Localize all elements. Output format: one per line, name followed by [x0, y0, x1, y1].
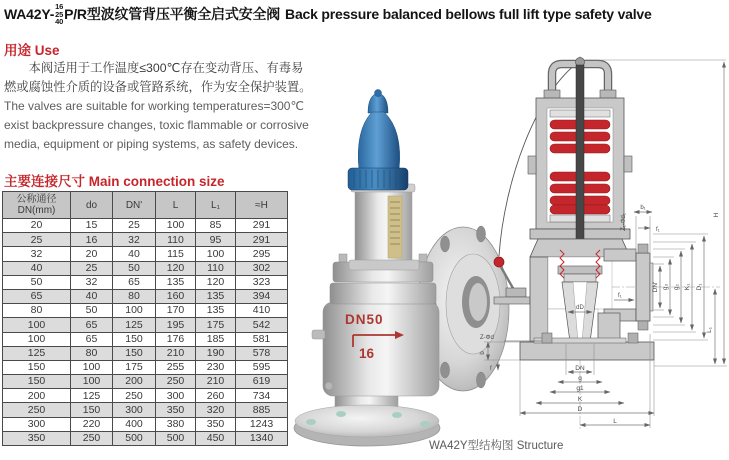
use-section-heading: 用途 Use — [4, 43, 60, 58]
table-row — [3, 403, 288, 417]
pn-marking: 16 — [359, 346, 375, 361]
body-bolt — [325, 382, 333, 390]
dim-label-d1: D₁ — [696, 283, 703, 291]
table-cell: 65 — [113, 275, 156, 289]
table-cell: 210 — [196, 375, 236, 389]
table-cell: 25 — [113, 219, 156, 233]
dim-label-f: f — [490, 366, 492, 372]
table-cell: 115 — [156, 247, 196, 261]
outlet-flange-section — [636, 244, 653, 330]
table-cell: 295 — [236, 247, 288, 261]
table-cell: 110 — [196, 261, 236, 275]
table-cell: 50 — [113, 261, 156, 275]
dim-label-h: H — [713, 212, 720, 218]
spring-housing-neck — [355, 190, 412, 268]
table-row — [3, 233, 288, 247]
dim-label-g3: g₃ — [662, 283, 669, 291]
table-cell: 176 — [156, 332, 196, 346]
table-cell: 1243 — [236, 417, 288, 431]
table-row — [3, 219, 288, 233]
table-cell: 255 — [156, 360, 196, 374]
connection-section-heading: 主要连接尺寸 Main connection size — [4, 174, 225, 189]
header-l1: L₁ — [196, 192, 236, 219]
diagram-caption: WA42Y型结构图 Structure — [429, 440, 564, 452]
use-line: The valves are suitable for working temperatures=300℃ — [4, 99, 304, 113]
table-row — [3, 431, 288, 445]
table-cell: 500 — [156, 431, 196, 445]
table-cell: 20 — [3, 219, 71, 233]
header-do: do — [71, 192, 113, 219]
dim-label-z1: Z₁-Φd₁ — [621, 213, 627, 231]
header-h: ≈H — [236, 192, 288, 219]
table-cell: 25 — [71, 261, 113, 275]
table-cell: 250 — [156, 375, 196, 389]
table-cell: 410 — [236, 304, 288, 318]
table-cell: 175 — [113, 360, 156, 374]
table-row — [3, 304, 288, 318]
table-cell: 20 — [71, 247, 113, 261]
table-cell: 100 — [3, 318, 71, 332]
title-cn: P/R型波纹管背压平衡全启式安全阀 — [64, 6, 281, 23]
dim-label-g1: g1 — [576, 385, 584, 392]
header-l: L — [156, 192, 196, 219]
rating-25: 25 — [55, 9, 64, 19]
table-cell: 1340 — [236, 431, 288, 445]
table-row — [3, 332, 288, 346]
table-cell: 300 — [156, 389, 196, 403]
table-cell: 300 — [3, 417, 71, 431]
structure-diagram-svg — [478, 50, 729, 440]
table-cell: 250 — [71, 431, 113, 445]
table-cell: 120 — [156, 261, 196, 275]
table-cell: 323 — [236, 275, 288, 289]
use-paragraph — [4, 59, 312, 154]
label-sticker — [388, 196, 402, 258]
lever-ball — [494, 257, 504, 267]
dim-label-l: L — [613, 418, 617, 425]
table-cell: 885 — [236, 403, 288, 417]
table-cell: 170 — [156, 304, 196, 318]
table-cell: 40 — [113, 247, 156, 261]
table-cell: 195 — [156, 318, 196, 332]
table-cell: 619 — [236, 375, 288, 389]
dim-label-k1: K₁ — [684, 283, 691, 291]
table-row — [3, 346, 288, 360]
table-cell: 135 — [196, 304, 236, 318]
table-cell: 150 — [3, 360, 71, 374]
table-cell: 230 — [196, 360, 236, 374]
table-cell: 32 — [3, 247, 71, 261]
table-cell: 100 — [156, 219, 196, 233]
table-cell: 50 — [71, 304, 113, 318]
table-cell: 581 — [236, 332, 288, 346]
lower-body — [530, 239, 636, 342]
use-line: exist backpressure changes, toxic flammable or corrosive — [4, 118, 309, 132]
table-cell: 40 — [71, 289, 113, 303]
table-cell: 80 — [3, 304, 71, 318]
dim-label-g: g — [578, 375, 582, 382]
dim-label-z: Z-Φd — [480, 335, 494, 341]
table-cell: 85 — [196, 219, 236, 233]
table-row — [3, 247, 288, 261]
table-cell: 100 — [71, 360, 113, 374]
table-cell: 25 — [3, 233, 71, 247]
header-dn: 公称通径 DN(mm) — [3, 192, 71, 219]
table-row — [3, 360, 288, 374]
dim-label-f1-duct: f₁ — [618, 293, 622, 299]
table-cell: 185 — [196, 332, 236, 346]
table-cell: 15 — [71, 219, 113, 233]
table-cell: 110 — [156, 233, 196, 247]
table-cell: 220 — [71, 417, 113, 431]
table-cell: 125 — [113, 318, 156, 332]
table-cell: 350 — [156, 403, 196, 417]
table-cell: 200 — [3, 389, 71, 403]
table-cell: 150 — [113, 332, 156, 346]
table-cell: 50 — [3, 275, 71, 289]
table-cell: 100 — [196, 247, 236, 261]
dim-label-b1: b₁ — [640, 205, 646, 211]
table-cell: 65 — [71, 332, 113, 346]
pressure-rating-stack — [55, 3, 63, 26]
table-cell: 16 — [71, 233, 113, 247]
dim-label-dn: DN — [575, 365, 585, 372]
table-cell: 150 — [3, 375, 71, 389]
table-cell: 175 — [196, 318, 236, 332]
table-cell: 150 — [113, 346, 156, 360]
blue-cap — [348, 90, 408, 191]
page-title — [4, 3, 652, 26]
table-cell: 394 — [236, 289, 288, 303]
table-cell: 40 — [3, 261, 71, 275]
table-cell: 65 — [71, 318, 113, 332]
table-cell: 450 — [196, 431, 236, 445]
table-row — [3, 318, 288, 332]
structure-diagram — [478, 50, 729, 440]
table-cell: 80 — [113, 289, 156, 303]
dim-label-dn-out: DN' — [652, 281, 659, 293]
main-connection-size-table — [2, 191, 288, 446]
dim-label-f1-top: f₁ — [656, 227, 660, 233]
table-cell: 260 — [196, 389, 236, 403]
dim-label-dd: dD — [576, 305, 584, 311]
table-cell: 350 — [196, 417, 236, 431]
table-cell: 320 — [196, 403, 236, 417]
table-cell: 135 — [196, 289, 236, 303]
table-cell: 250 — [113, 389, 156, 403]
dim-label-g2: g₂ — [673, 283, 680, 291]
table-cell: 380 — [156, 417, 196, 431]
table-cell: 160 — [156, 289, 196, 303]
table-cell: 80 — [71, 346, 113, 360]
table-row — [3, 375, 288, 389]
table-cell: 100 — [71, 375, 113, 389]
lever-arm — [501, 267, 514, 290]
table-cell: 734 — [236, 389, 288, 403]
header-dn-out: DN' — [113, 192, 156, 219]
header-row — [3, 192, 288, 219]
table-row — [3, 275, 288, 289]
table-row — [3, 389, 288, 403]
table-cell: 595 — [236, 360, 288, 374]
table-cell: 120 — [196, 275, 236, 289]
table-cell: 300 — [113, 403, 156, 417]
drain-boss — [312, 330, 325, 339]
table-cell: 135 — [156, 275, 196, 289]
dn-marking: DN50 — [345, 312, 384, 327]
dim-label-d: D — [577, 406, 583, 413]
table-cell: 350 — [3, 431, 71, 445]
table-cell: 125 — [3, 346, 71, 360]
table-cell: 65 — [3, 289, 71, 303]
table-row — [3, 289, 288, 303]
use-line: 本阀适用于工作温度≤300℃存在变动背压、有毒易 — [28, 61, 304, 75]
size-table-body — [3, 219, 288, 446]
table-cell: 32 — [113, 233, 156, 247]
neck-base — [349, 260, 419, 270]
table-cell: 291 — [236, 219, 288, 233]
table-cell: 100 — [113, 304, 156, 318]
table-cell: 302 — [236, 261, 288, 275]
table-cell: 125 — [71, 389, 113, 403]
dim-label-k: K — [577, 396, 583, 403]
table-cell: 400 — [113, 417, 156, 431]
lever-pivot — [506, 288, 526, 297]
table-cell: 291 — [236, 233, 288, 247]
table-cell: 250 — [3, 403, 71, 417]
rating-40: 40 — [55, 17, 64, 26]
table-cell: 32 — [71, 275, 113, 289]
dim-label-l1: L₁ — [706, 327, 713, 333]
table-cell: 578 — [236, 346, 288, 360]
dim-label-b: b — [480, 351, 486, 355]
use-line: media, equipment or piping systems, as safety devices. — [4, 137, 299, 151]
table-row — [3, 417, 288, 431]
bottom-flange-top — [295, 405, 439, 437]
use-line: 燃或腐蚀性介质的设备或管路系统，作为安全保护装置。 — [4, 80, 312, 94]
table-cell: 542 — [236, 318, 288, 332]
size-table-header — [3, 192, 288, 219]
table-cell: 150 — [71, 403, 113, 417]
table-cell: 100 — [3, 332, 71, 346]
table-row — [3, 261, 288, 275]
title-en: Back pressure balanced bellows full lift type safety valve — [285, 6, 652, 23]
table-cell: 190 — [196, 346, 236, 360]
table-cell: 95 — [196, 233, 236, 247]
lever-bracket — [494, 297, 530, 304]
table-cell: 500 — [113, 431, 156, 445]
model-prefix: WA42Y- — [4, 6, 55, 23]
rating-16: 16 — [55, 2, 64, 11]
table-cell: 210 — [156, 346, 196, 360]
table-cell: 200 — [113, 375, 156, 389]
